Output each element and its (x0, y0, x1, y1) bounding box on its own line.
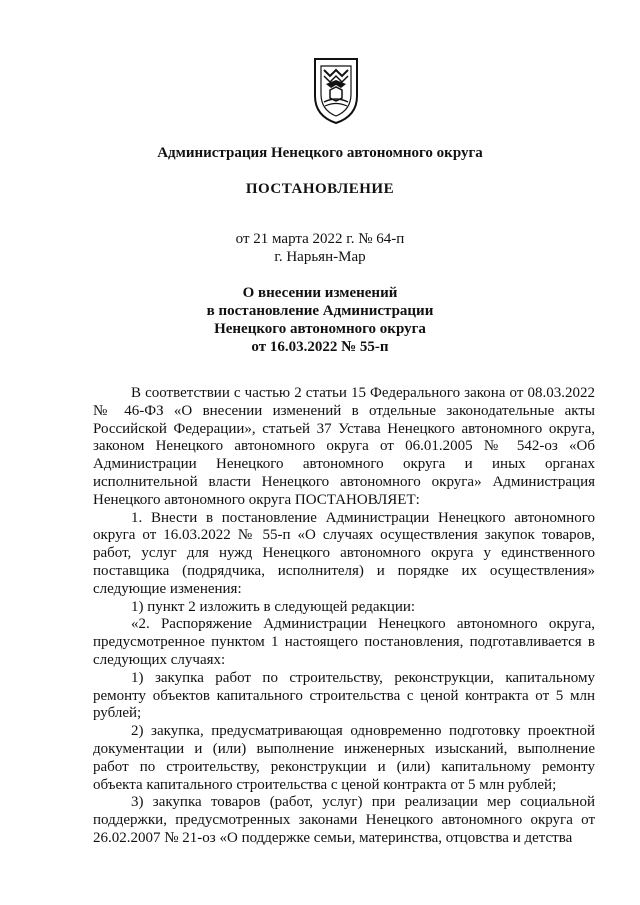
heading-line: О внесении изменений (242, 285, 398, 301)
paragraph-case-3: 3) закупка товаров (работ, услуг) при реализации мер социальной поддержки, предусмотренных законами Ненецкого автономного округа от 26.02.2007 № 21-оз «О поддержке семьи, материнства, отцовства и детства (93, 794, 595, 846)
heading-line: в постановление Администрации (206, 303, 434, 319)
paragraph-preamble: В соответствии с частью 2 статьи 15 Федерального закона от 08.03.2022 № 46-ФЗ «О внесении изменений в отдельные законодательные акты Российской Федерации», статьей 37 Устава Ненецкого автономного округа, законом Ненецкого автономного округа от 06.01.2005 № 542-оз «Об Администрации Ненецкого автономного округа и иных органах исполнительной власти Ненецкого автономного округа» Администрация Ненецкого автономного округа ПОСТАНОВЛЯЕТ: (93, 385, 595, 508)
document-heading (0, 284, 640, 356)
paragraph-case-1: 1) закупка работ по строительству, реконструкции, капитальному ремонту объектов капитального строительства с ценой контракта от 5 млн рублей; (93, 669, 595, 722)
heading-line: Ненецкого автономного округа (214, 321, 426, 337)
paragraph-clause-2: «2. Распоряжение Администрации Ненецкого автономного округа, предусмотренное пунктом 1 настоящего постановления, подготавливается в следующих случаях: (93, 616, 595, 668)
coat-of-arms-emblem (311, 56, 361, 126)
paragraph-item-1: 1. Внести в постановление Администрации Ненецкого автономного округа от 16.03.2022 № 55-п «О случаях осуществления закупок товаров, работ, услуг для нужд Ненецкого автономного округа у единственного поставщика (подрядчика, исполнителя) и порядке их осуществления» следующие изменения: (93, 509, 595, 597)
heading-line: от 16.03.2022 № 55-п (251, 339, 389, 355)
paragraph-subitem-1: 1) пункт 2 изложить в следующей редакции: (131, 598, 416, 615)
organization-name: Администрация Ненецкого автономного округа (157, 145, 483, 161)
document-body (93, 385, 595, 848)
paragraph-case-2: 2) закупка, предусматривающая одновременно подготовку проектной документации и (или) выполнение инженерных изысканий, выполнение работ по строительству, реконструкции и (или) капитальному ремонту объекта капитального строительства с ценой контракта от 5 млн рублей; (93, 723, 595, 793)
document-date-number: от 21 марта 2022 г. № 64-п (235, 231, 405, 247)
document-type: ПОСТАНОВЛЕНИЕ (245, 181, 395, 197)
document-city: г. Нарьян-Мар (274, 249, 366, 265)
